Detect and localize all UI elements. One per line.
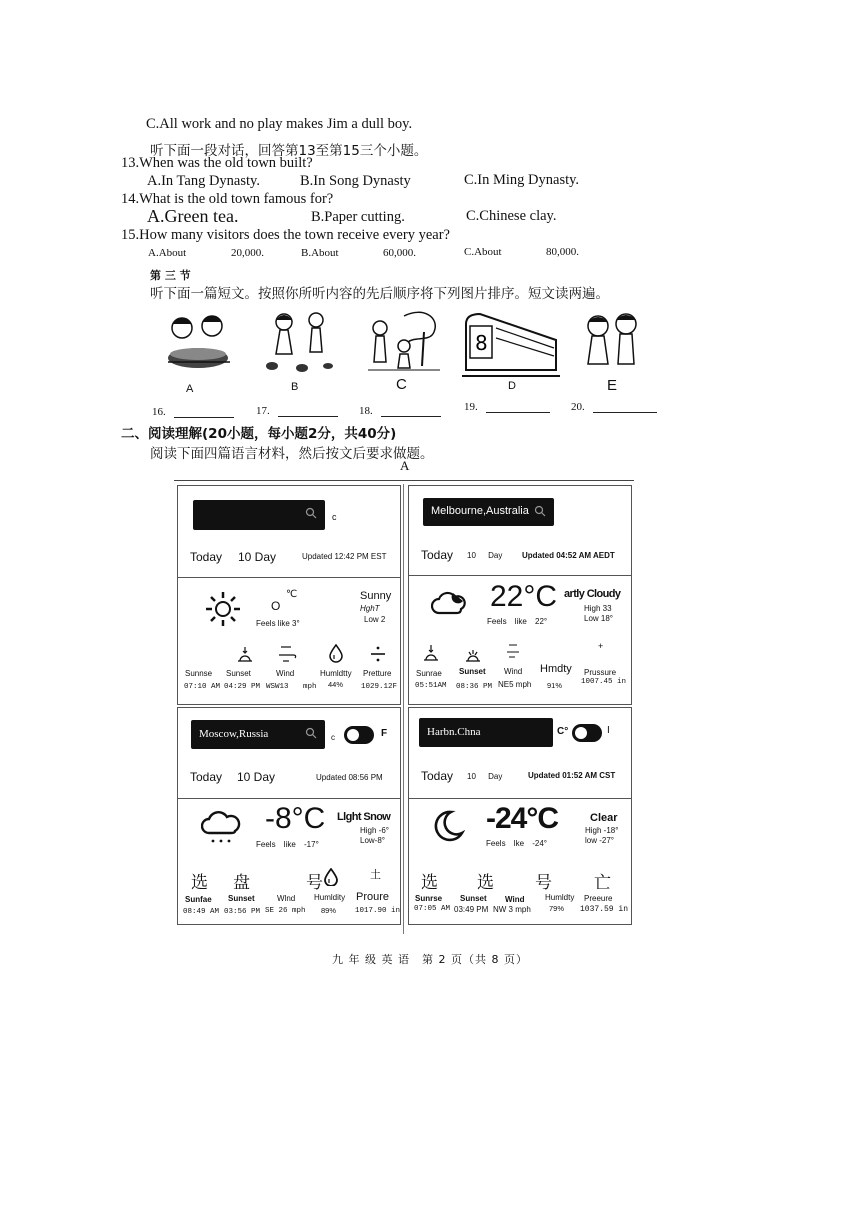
low-temp: Low-8° <box>360 836 385 845</box>
question-15: 15.How many visitors does the town receive every year? <box>121 227 450 243</box>
updated-time: Updated 04:52 AM AEDT <box>522 551 615 560</box>
value-wind: WSW13 mph <box>266 683 317 691</box>
unit-toggle-c[interactable]: c <box>332 512 337 522</box>
value-wind: NE5 mph <box>498 680 532 689</box>
label-pressure: Prussure <box>584 668 617 677</box>
label-wind: Wind <box>505 895 525 904</box>
q15-option-a-label: A.About <box>148 247 187 259</box>
blank-17-line[interactable] <box>278 406 338 417</box>
divider <box>409 575 631 576</box>
unit-toggle[interactable] <box>572 724 602 742</box>
search-icon <box>534 505 546 517</box>
value-sunrise: 07:10 AM <box>184 683 221 691</box>
current-temperature: -24°C <box>486 802 559 835</box>
kids-eating-dumplings-icon <box>160 310 240 378</box>
divider <box>409 798 631 799</box>
question-13: 13.When was the old town built? <box>121 155 313 171</box>
blank-17-label: 17. <box>256 405 270 417</box>
high-temp: High 33 <box>584 604 612 613</box>
sunset-icon <box>235 645 255 665</box>
tab-today[interactable]: Today <box>421 769 454 783</box>
blank-18-line[interactable] <box>381 406 441 417</box>
blank-20-line[interactable] <box>593 402 657 413</box>
picture-label-c: C <box>396 376 407 393</box>
kids-planting-trees-icon <box>364 306 444 376</box>
weather-panel-2 <box>408 485 632 705</box>
picture-label-b: B <box>291 381 299 393</box>
current-temperature: -8°C <box>265 802 326 835</box>
two-kids-icon <box>576 308 648 378</box>
blank-20[interactable] <box>571 401 657 413</box>
high-temp: HghT <box>360 604 380 613</box>
value-pressure: 1029.12F <box>361 683 398 691</box>
section-3-title: 第 三 节 <box>150 269 191 282</box>
condition: Llght Snow <box>337 811 391 823</box>
divider <box>178 798 400 799</box>
unit-label-f: I <box>607 725 610 736</box>
feels-like: Feels like -17° <box>256 840 319 849</box>
wind-icon: 号 <box>535 873 552 893</box>
value-sunset: 03:49 PM <box>454 905 489 914</box>
search-input[interactable]: Harbn.Chna <box>419 718 553 747</box>
humidity-icon <box>324 868 338 886</box>
value-sunset: 03:56 PM <box>224 908 261 916</box>
humidity-icon <box>328 643 344 663</box>
wind-icon: 号 <box>306 873 323 893</box>
sunrise-icon: 选 <box>191 873 208 893</box>
label-sunset: Sunset <box>226 669 251 678</box>
instruction-13-15: 听下面一段对话，回答第13至第15三个小题。 <box>150 143 428 159</box>
frame-top-line <box>174 480 634 481</box>
section-3-instruction: 听下面一篇短文。按照你所听内容的先后顺序将下列图片排序。短文读两遍。 <box>150 286 609 302</box>
label-sunrise: Sunrae <box>416 669 442 678</box>
value-wind: SE 26 mph <box>265 907 306 915</box>
blank-19-label: 19. <box>464 401 478 413</box>
updated-time: Updated 01:52 AM CST <box>528 771 616 780</box>
q13-option-c: C.In Ming Dynasty. <box>464 172 580 188</box>
label-sunset: Sunset <box>228 894 255 903</box>
current-temperature: O <box>271 599 281 613</box>
wind-icon <box>505 642 521 662</box>
value-pressure: 1017.90 in <box>355 907 401 915</box>
label-sunrise: Sunnse <box>185 669 213 678</box>
page-footer: 九 年 级 英 语 第 2 页（共 8 页） <box>332 953 528 966</box>
search-icon <box>305 727 317 739</box>
value-wind: NW 3 mph <box>493 905 531 914</box>
label-wind: Wlnd <box>277 894 296 903</box>
tab-10-day[interactable]: 10 Day <box>467 551 503 560</box>
pressure-icon: 土 <box>370 868 381 881</box>
snow-cloud-icon <box>201 809 241 845</box>
updated-time: Updated 08:56 PM <box>316 773 383 782</box>
label-humidity: Humldty <box>545 893 575 902</box>
label-pressure: Pretture <box>363 669 392 678</box>
value-humidity: 44% <box>328 680 344 689</box>
blank-18-label: 18. <box>359 405 373 417</box>
search-input[interactable] <box>193 500 325 530</box>
low-temp: Low 18° <box>584 614 613 623</box>
high-temp: High -18° <box>585 826 619 835</box>
label-humidity: Humldity <box>314 893 346 902</box>
q14-option-c: C.Chinese clay. <box>466 208 557 224</box>
q15-option-a-value: 20,000. <box>231 247 264 259</box>
q13-option-a: A.In Tang Dynasty. <box>147 173 260 189</box>
q15-option-c-label: C.About <box>464 246 502 258</box>
sunset-icon: 盘 <box>233 873 250 893</box>
value-pressure: 1037.59 in <box>580 905 629 914</box>
label-pressure: Preeure <box>584 894 613 903</box>
value-sunset: 08:36 PM <box>456 683 493 691</box>
sunrise-icon <box>422 643 440 663</box>
label-sunset: Sunset <box>459 667 486 676</box>
value-humidity: 91% <box>547 681 563 690</box>
unit-label-c: C° <box>557 726 569 737</box>
feels-like: Feels like 22° <box>487 617 548 626</box>
weather-panel-4 <box>408 707 632 925</box>
condition: Sunny <box>360 590 392 602</box>
unit-label-f: F <box>381 728 388 739</box>
tab-today[interactable]: Today <box>421 548 454 562</box>
search-input[interactable]: Moscow,Russia <box>191 720 325 749</box>
label-sunset: Sunset <box>460 894 487 903</box>
option-line-c: C.All work and no play makes Jim a dull boy. <box>146 116 413 132</box>
tab-10-day[interactable]: 10 Day <box>467 772 503 781</box>
sun-icon <box>204 590 242 628</box>
partly-cloudy-icon <box>431 587 467 617</box>
sunset-icon <box>464 646 482 664</box>
current-temperature: 22°C <box>490 580 558 613</box>
low-temp: Low 2 <box>364 615 386 624</box>
divider <box>178 577 400 578</box>
frame-center-line <box>403 484 404 934</box>
tab-10-day[interactable]: 10 Day <box>237 770 276 784</box>
feels-like: Feels lke -24° <box>486 839 547 848</box>
kids-feeding-chickens-icon <box>258 308 342 376</box>
label-sunrise: Sunrse <box>415 894 443 903</box>
weather-panel-1 <box>177 485 401 705</box>
q15-option-b-value: 60,000. <box>383 247 416 259</box>
q15-option-b-label: B.About <box>301 247 339 259</box>
blank-16[interactable] <box>152 406 234 418</box>
value-humidity: 89% <box>321 906 337 915</box>
q15-option-c-value: 80,000. <box>546 246 579 258</box>
label-sunrise: Sunfae <box>185 895 212 904</box>
updated-time: Updated 12:42 PM EST <box>302 552 387 561</box>
q14-option-b: B.Paper cutting. <box>311 209 405 225</box>
degree-unit: ℃ <box>286 589 298 600</box>
search-icon <box>305 507 317 519</box>
unit-toggle[interactable] <box>344 726 374 744</box>
svg-text:8: 8 <box>475 331 488 355</box>
picture-label-d: D <box>508 380 516 392</box>
passage-label: A <box>400 458 410 473</box>
moon-icon <box>431 809 465 843</box>
value-sunset: 04:29 PM <box>224 683 261 691</box>
question-14: 14.What is the old town famous for? <box>121 191 334 207</box>
tab-today[interactable]: Today <box>190 550 223 564</box>
value-humidity: 79% <box>549 904 565 913</box>
label-wind: Wind <box>504 667 523 676</box>
label-humidity: Humldtty <box>320 669 352 678</box>
blank-19-line[interactable] <box>486 402 550 413</box>
q14-option-a: A.Green tea. <box>147 206 239 226</box>
value-sunrise: 05:51AM <box>415 682 447 690</box>
high-temp: High -6° <box>360 826 389 835</box>
blank-18[interactable] <box>359 405 441 417</box>
reading-heading: 二、阅读理解(20小题，每小题2分，共40分) <box>121 426 397 442</box>
wind-icon <box>277 643 299 665</box>
label-wind: Wind <box>276 669 295 678</box>
sunset-icon: 选 <box>477 873 494 893</box>
reading-instruction: 阅读下面四篇语言材料，然后按文后要求做题。 <box>150 446 434 462</box>
search-input[interactable]: Melbourne,Australia <box>423 498 554 526</box>
q13-option-b: B.In Song Dynasty <box>300 173 411 189</box>
unit-label-c: c <box>331 733 335 742</box>
picture-label-a: A <box>186 383 194 395</box>
condition: Clear <box>590 812 618 824</box>
blank-19[interactable] <box>464 401 550 413</box>
condition: artly Cloudy <box>564 588 621 600</box>
pressure-icon: + <box>598 641 604 651</box>
pressure-icon <box>370 645 386 663</box>
blank-16-label: 16. <box>152 406 166 418</box>
blank-20-label: 20. <box>571 401 585 413</box>
pressure-icon: 亡 <box>594 873 611 893</box>
value-sunrise: 07:05 AM <box>414 905 451 913</box>
weather-panel-3 <box>177 707 401 925</box>
blank-17[interactable] <box>256 405 338 417</box>
label-pressure: Proure <box>356 891 390 903</box>
value-pressure: 1007.45 in <box>581 678 627 686</box>
label-humidity: Hmdty <box>540 663 572 675</box>
train-icon <box>462 310 560 380</box>
value-sunrise: 08:49 AM <box>183 908 220 916</box>
feels-like: Feels like 3° <box>256 619 300 628</box>
picture-label-e: E <box>607 377 618 394</box>
tab-10-day[interactable]: 10 Day <box>238 550 277 564</box>
low-temp: low -27° <box>585 836 614 845</box>
tab-today[interactable]: Today <box>190 770 223 784</box>
sunrise-icon: 选 <box>421 873 438 893</box>
blank-16-line[interactable] <box>174 407 234 418</box>
